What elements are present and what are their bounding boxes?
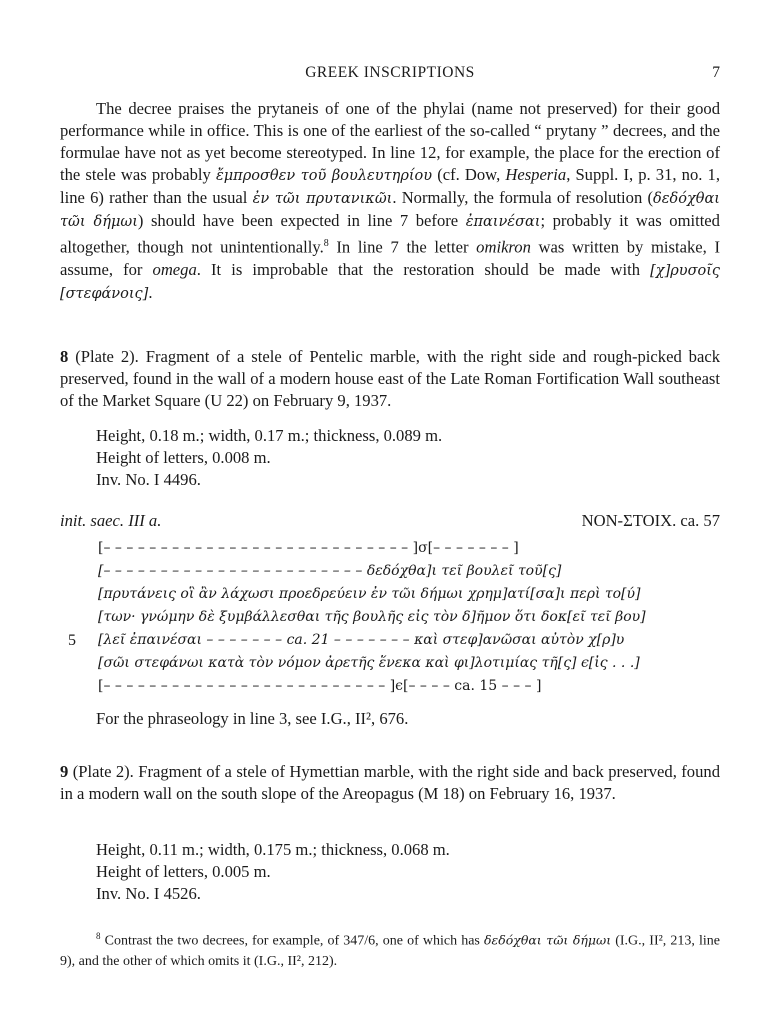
intro-text: ; probably it was omitted altogether, though not unintentionally.: [60, 211, 720, 257]
entry-8-dimensions: Height, 0.18 m.; width, 0.17 m.; thickness, 0.089 m.: [96, 426, 443, 445]
intro-text: (cf. Dow,: [432, 165, 506, 184]
running-head: [60, 64, 720, 84]
inscription-line: [60, 675, 720, 698]
inscription-line: [60, 606, 720, 629]
line-number: 5: [68, 632, 76, 649]
intro-text: .: [148, 282, 153, 302]
entry-8-inventory: Inv. No. I 4496.: [96, 470, 201, 489]
entry-9-inventory: Inv. No. I 4526.: [96, 884, 201, 903]
entry-8-description: [60, 346, 720, 412]
letter-name: omega: [152, 259, 197, 279]
entry-8-date-line: [60, 511, 720, 533]
footnote: [60, 926, 720, 972]
greek-phrase: δεδόχθαι τῶι δήμωι: [483, 932, 612, 948]
line-text: [λεῖ ἐπαινέσαι – – – – – – – ca. 21 – – – – – – – καὶ στεφ]ανῶσαι αὐτὸν χ[ρ]υ: [98, 632, 625, 648]
entry-8-date: init. saec. III a.: [60, 511, 162, 530]
line-text: [– – – – – – – – – – – – – – – – – – – – – – – δεδόχθα]ι τεῖ βουλεῖ τοῦ[ς]: [98, 563, 562, 579]
letter-name: omikron: [476, 237, 531, 257]
running-title: GREEK INSCRIPTIONS: [305, 64, 475, 81]
entry-9-text: (Plate 2). Fragment of a stele of Hymettian marble, with the right side and back preserved, found in a modern wall on the south slope of the Areopagus (M 18) on February 16, 1937.: [60, 762, 720, 803]
entry-8-letter-height: Height of letters, 0.008 m.: [96, 448, 271, 467]
intro-text: . It is improbable that the restoration should be made with: [196, 259, 651, 279]
entry-9-number: 9: [60, 762, 69, 781]
entry-8-number: 8: [60, 347, 69, 366]
inscription-text: [60, 537, 720, 698]
footnote-number: 8: [96, 931, 101, 941]
greek-phrase: ἔμπροσθεν τοῦ βουλευτηρίου: [215, 168, 433, 184]
inscription-line: [60, 629, 720, 652]
line-text: [– – – – – – – – – – – – – – – – – – – – – – – – – – – ]σ[– – – – – – – ]: [98, 540, 519, 556]
inscription-line: [60, 652, 720, 675]
intro-paragraph: [60, 98, 720, 305]
greek-phrase: [χ]ρυσοῖς [στεφάνοις]: [60, 262, 720, 302]
entry-8-text: (Plate 2). Fragment of a stele of Pentelic marble, with the right side and rough-picked back preserved, found in the wall of a modern house east of the Late Roman Fortification Wall southeast of the Market Square (U 22) on February 9, 1937.: [60, 347, 720, 410]
intro-text: was written by mistake, I assume, for: [60, 237, 720, 279]
entry-9-description: [60, 761, 720, 805]
footnote-text: Contrast the two decrees, for example, of 347/6, one of which has: [100, 933, 484, 949]
entry-8-note: For the phraseology in line 3, see I.G., II², 676.: [96, 709, 409, 728]
page-number: 7: [712, 64, 720, 81]
entry-9-letter-height: Height of letters, 0.005 m.: [96, 862, 271, 881]
footnote-text: (I.G., II², 213, line 9), and the other of which omits it (I.G., II², 212).: [60, 933, 721, 969]
intro-text: In line 7 the letter: [328, 237, 477, 257]
line-text: [– – – – – – – – – – – – – – – – – – – – – – – – – ]ϵ[– – – – ca. 15 – – – ]: [98, 678, 542, 694]
inscription-line: [60, 583, 720, 606]
entry-9-specs: [96, 839, 696, 905]
footnote-marker: 8: [323, 238, 329, 249]
greek-phrase: δεδόχθαι τῶι δήμωι: [60, 191, 720, 230]
inscription-line: [60, 537, 720, 560]
greek-phrase: ἐν τῶι πρυτανικῶι: [252, 191, 393, 207]
entry-8-style: NON-ΣTOIX. ca. 57: [581, 511, 720, 530]
inscription-line: [60, 560, 720, 583]
line-text: [σῶι στεφάνωι κατὰ τὸν νόμον ἀρετῆς ἕνεκα καὶ φι]λοτιμίας τῆ[ς] ϵ[ἰς . . .]: [98, 655, 640, 671]
intro-text: , Suppl. I, p. 31, no. 1, line 6) rather than the usual: [60, 165, 720, 207]
journal-title: Hesperia: [505, 165, 567, 184]
entry-8-specs: [96, 425, 696, 491]
line-text: [πρυτάνεις οἳ ἂν λάχωσι προεδρεύειν ἐν τῶι δήμωι χρημ]ατί[σα]ι περὶ το[ύ]: [98, 586, 641, 602]
intro-text: ) should have been expected in line 7 before: [137, 211, 466, 230]
intro-text: The decree praises the prytaneis of one of the phylai (name not preserved) for their good performance while in office. This is one of the earliest of the so-called “ prytany ” decrees, and the formulae have not as yet become stereotyped. In line 12, for example, the place for the erection of the stele was probably: [60, 99, 720, 184]
greek-phrase: ἐπαινέσαι: [465, 214, 541, 230]
intro-text: . Normally, the formula of resolution (: [392, 188, 654, 207]
entry-9-dimensions: Height, 0.11 m.; width, 0.175 m.; thickness, 0.068 m.: [96, 840, 450, 859]
line-text: [των· γνώμην δὲ ξυμβάλλεσθαι τῆς βουλῆς εἰς τὸν δ]ῆμον ὅτι δοκ[εῖ τεῖ βου]: [98, 609, 646, 625]
